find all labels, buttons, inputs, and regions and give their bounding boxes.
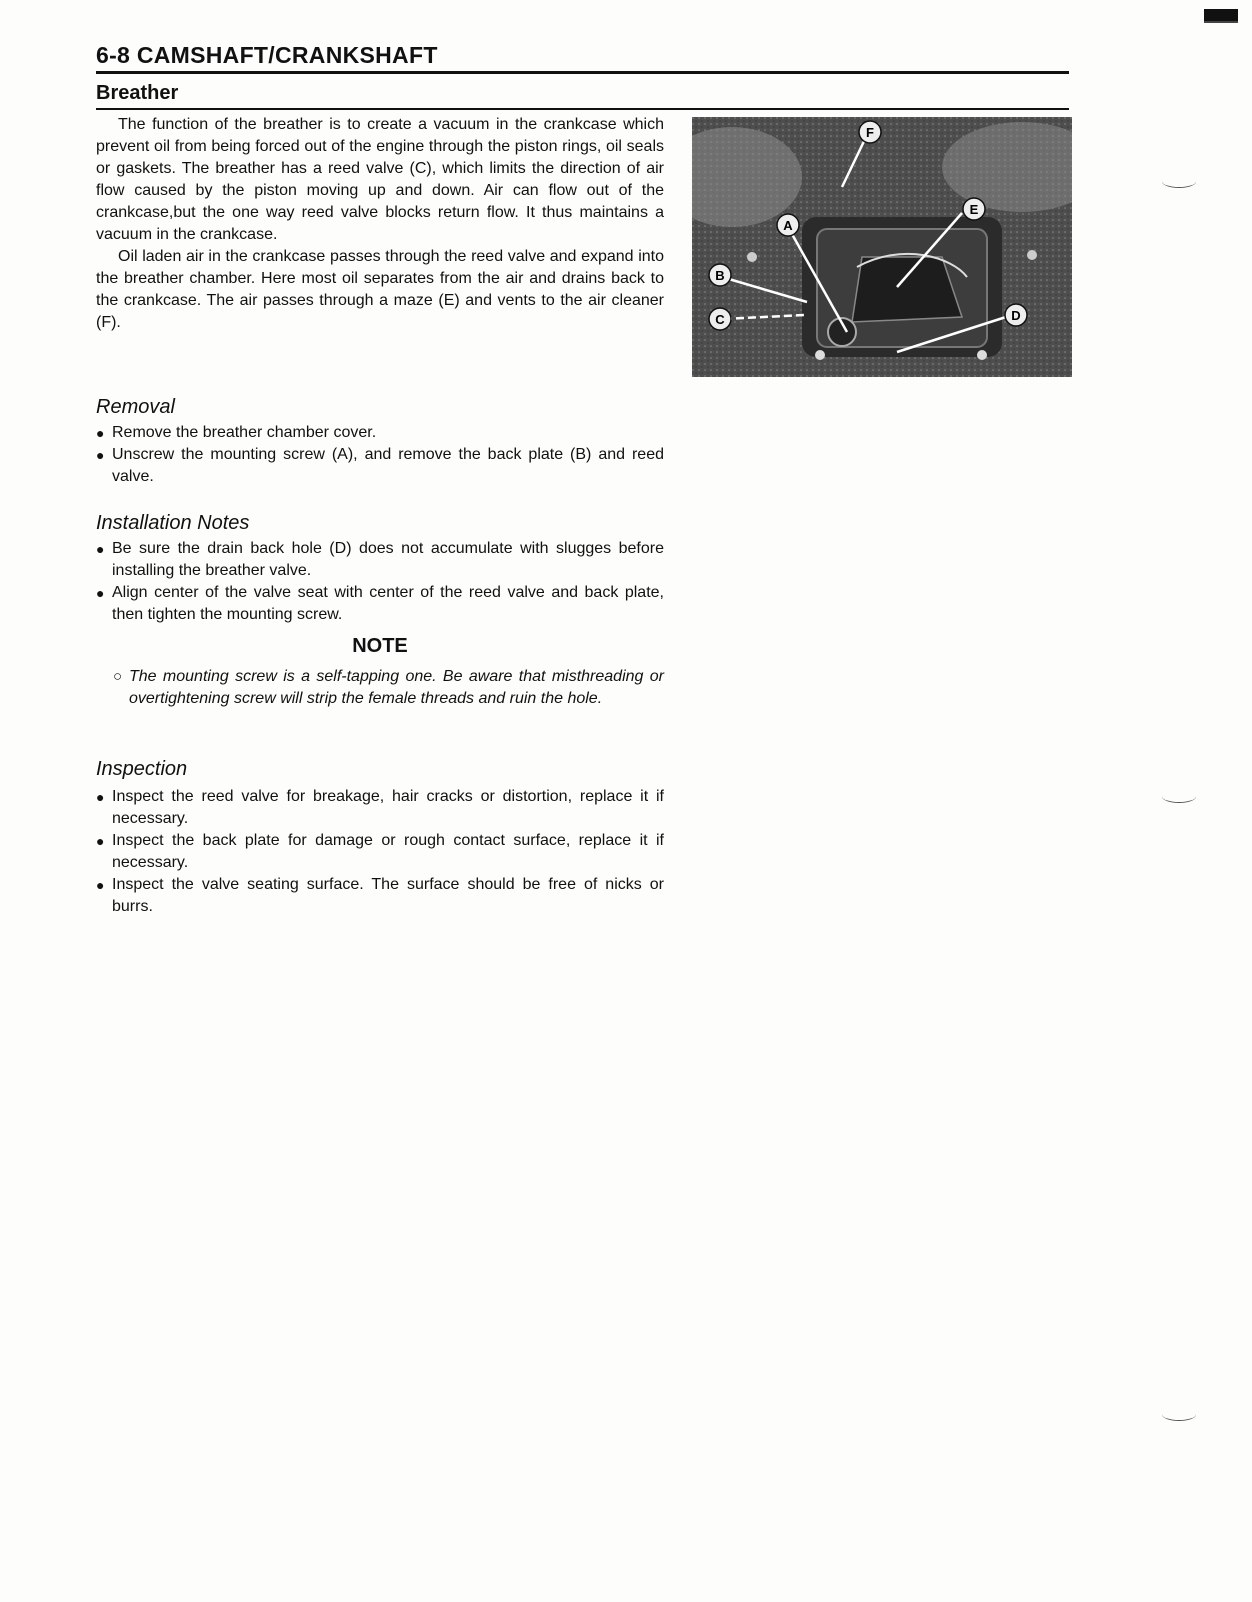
bolt-2 — [977, 350, 987, 360]
page-edge-tab — [1204, 9, 1238, 23]
callout-f — [859, 121, 881, 143]
note-text: The mounting screw is a self-tapping one. Be aware that misthreading or overtightening screw will strip the female threads and ruin the hole. — [129, 668, 664, 707]
page-header — [96, 40, 1069, 110]
callout-c-label: C — [715, 312, 725, 327]
callout-b-label: B — [715, 268, 725, 283]
intro-paragraph-1: The function of the breather is to create a vacuum in the crankcase which prevent oil from being forced out of the engine through the piston rings, oil seals or gaskets. The breather has a reed valve (C), which limits the direction of air flow caused by the piston moving up and down. Air can flow out of the crankcase,but the one way reed valve blocks return flow. It thus maintains a vacuum in the crankcase. — [96, 116, 664, 243]
inspection-list — [96, 786, 664, 918]
installation-list — [96, 538, 664, 626]
removal-heading: Removal — [96, 396, 175, 418]
inspection-item-3: ● Inspect the valve seating surface. The surface should be free of nicks or burrs. — [96, 874, 664, 918]
callout-a — [777, 214, 799, 236]
installation-item-2: ● Align center of the valve seat with center of the reed valve and back plate, then tighten the mounting screw. — [96, 582, 664, 626]
bolt-4 — [1027, 250, 1037, 260]
note-label: NOTE — [352, 635, 408, 657]
removal-list — [96, 422, 664, 488]
section-title: Breather — [96, 82, 179, 104]
callout-e-label: E — [969, 202, 979, 217]
inspection-heading: Inspection — [96, 758, 188, 780]
inspection-item-2: ● Inspect the back plate for damage or rough contact surface, replace it if necessary. — [96, 830, 664, 874]
callout-d — [1005, 304, 1027, 326]
installation-heading: Installation Notes — [96, 512, 250, 534]
breather-illustration — [692, 117, 1072, 377]
callout-d-label: D — [1011, 308, 1021, 323]
inspection-item-1: ● Inspect the reed valve for breakage, hair cracks or distortion, replace it if necessary. — [96, 786, 664, 830]
breather-photo — [692, 117, 1072, 377]
note-block — [113, 666, 664, 710]
callout-f-label: F — [866, 125, 874, 140]
note-marker-icon: ○ — [113, 668, 123, 685]
removal-item-1: ● Remove the breather chamber cover. — [96, 422, 664, 444]
binding-mark — [1162, 790, 1196, 803]
reed-valve — [852, 257, 962, 322]
callout-b — [709, 264, 731, 286]
intro-text — [96, 114, 664, 334]
callout-c — [709, 308, 731, 330]
binding-mark — [1162, 175, 1196, 188]
binding-mark — [1162, 1408, 1196, 1421]
title-rule — [96, 71, 1069, 74]
bolt-3 — [747, 252, 757, 262]
bolt-1 — [815, 350, 825, 360]
removal-item-2: ● Unscrew the mounting screw (A), and remove the back plate (B) and reed valve. — [96, 444, 664, 488]
installation-item-1: ● Be sure the drain back hole (D) does not accumulate with slugges before installing the breather valve. — [96, 538, 664, 582]
page-title: 6-8 CAMSHAFT/CRANKSHAFT — [96, 42, 438, 68]
callout-e — [963, 198, 985, 220]
intro-paragraph-2: Oil laden air in the crankcase passes through the reed valve and expand into the breather chamber. Here most oil separates from the air and drains back to the crankcase. The air passes through a maze (E) and vents to the air cleaner (F). — [96, 248, 664, 331]
callout-a-label: A — [783, 218, 793, 233]
section-rule — [96, 108, 1069, 110]
